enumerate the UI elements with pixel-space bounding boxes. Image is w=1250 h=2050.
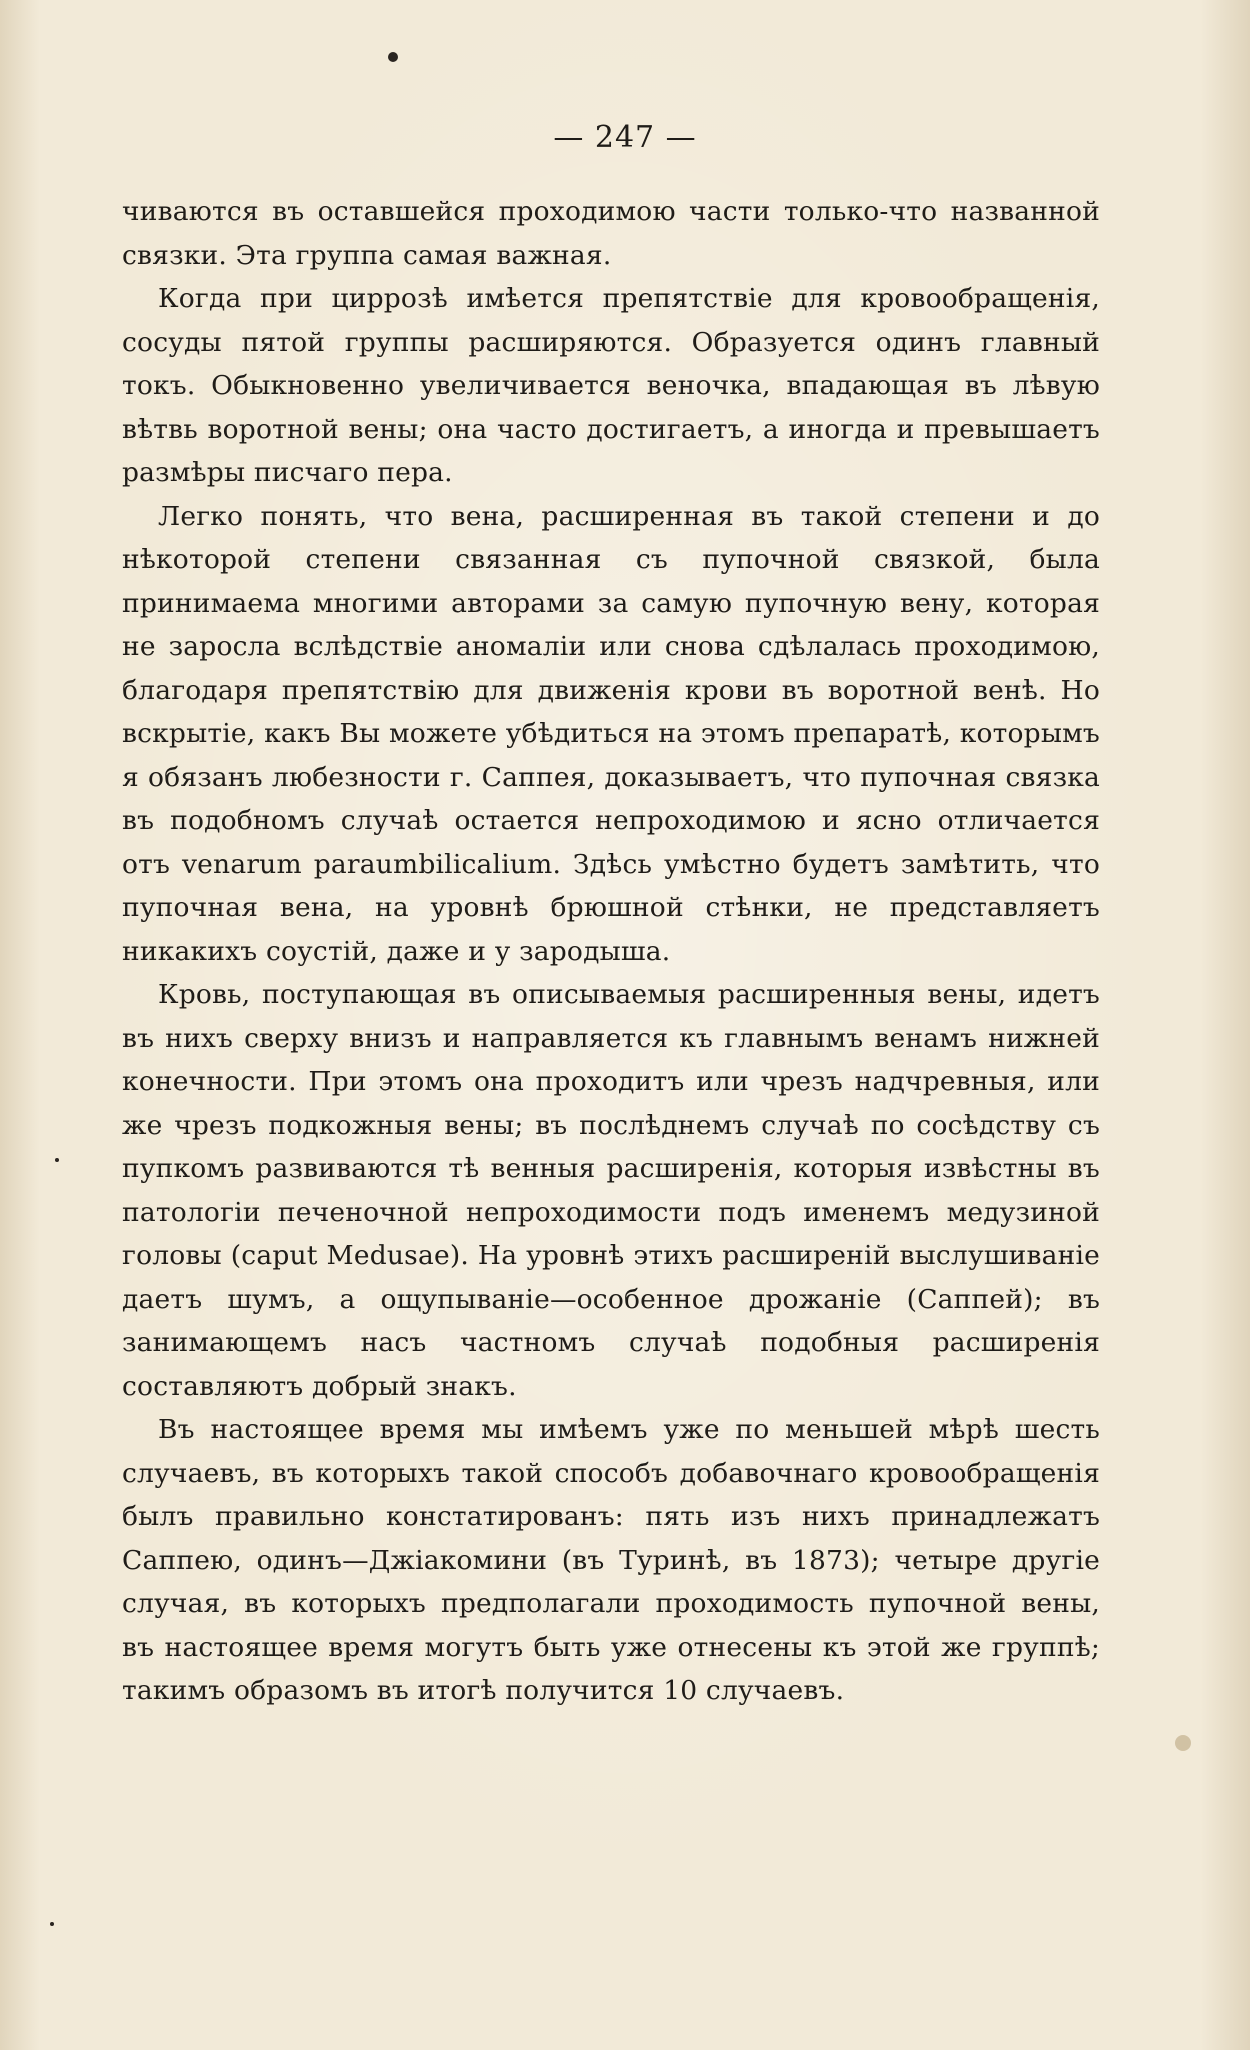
ink-fleck [55, 1158, 59, 1162]
ink-fleck [388, 52, 398, 62]
paragraph: Въ настоящее время мы имѣемъ уже по меньшей мѣрѣ шесть случаевъ, въ которыхъ такой способъ добавочнаго кровообращенія былъ правильно констатированъ: пять изъ нихъ принадлежатъ Саппею, одинъ—Джіакомини (въ Туринѣ, въ 1873); четыре другіе случая, въ которыхъ предполагали проходимость пупочной вены, въ настоящее время могутъ быть уже отнесены къ этой же группѣ; такимъ образомъ въ итогѣ получится 10 случаевъ. [122, 1414, 1100, 1706]
paragraph: Легко понять, что вена, расширенная въ такой степени и до нѣкоторой степени связанная съ пупочной связкой, была принимаема многими авторами за самую пупочную вену, которая не заросла вслѣдствіе аномаліи или снова сдѣлалась проходимою, благодаря препятствію для движенія крови въ воротной венѣ. Но вскрытіе, какъ Вы можете убѣдиться на этомъ препаратѣ, которымъ я обязанъ любезности г. Саппея, доказываетъ, что пупочная связка въ подобномъ случаѣ остается непроходимою и ясно отличается отъ venarum paraumbilicalium. Здѣсь умѣстно будетъ замѣтить, что пупочная вена, на уровнѣ брюшной стѣнки, не представляетъ никакихъ соустій, даже и у зародыша. [122, 500, 1100, 967]
paragraph: Когда при циррозѣ имѣется препятствіе для кровообращенія, сосуды пятой группы расширяются. Образуется одинъ главный токъ. Обыкновенно увеличивается веночка, впадающая въ лѣвую вѣтвь воротной вены; она часто достигаетъ, а иногда и превышаетъ размѣры писчаго пера. [122, 283, 1100, 488]
ink-fleck [50, 1922, 54, 1926]
paper-stain [1175, 1735, 1191, 1751]
body-text [122, 190, 1100, 1713]
page-number: — 247 — [553, 120, 697, 155]
paragraph: чиваются въ оставшейся проходимою части только-что названной связки. Эта группа самая важная. [122, 196, 1100, 271]
paragraph: Кровь, поступающая въ описываемыя расширенныя вены, идетъ въ нихъ сверху внизъ и направляется къ главнымъ венамъ нижней конечности. При этомъ она проходитъ или чрезъ надчревныя, или же чрезъ подкожныя вены; въ послѣднемъ случаѣ по сосѣдству съ пупкомъ развиваются тѣ венныя расширенія, которыя извѣстны въ патологіи печеночной непроходимости подъ именемъ медузиной головы (caput Medusae). На уровнѣ этихъ расширеній выслушиваніе даетъ шумъ, а ощупываніе—особенное дрожаніе (Саппей); въ занимающемъ насъ частномъ случаѣ подобныя расширенія составляютъ добрый знакъ. [122, 979, 1100, 1402]
